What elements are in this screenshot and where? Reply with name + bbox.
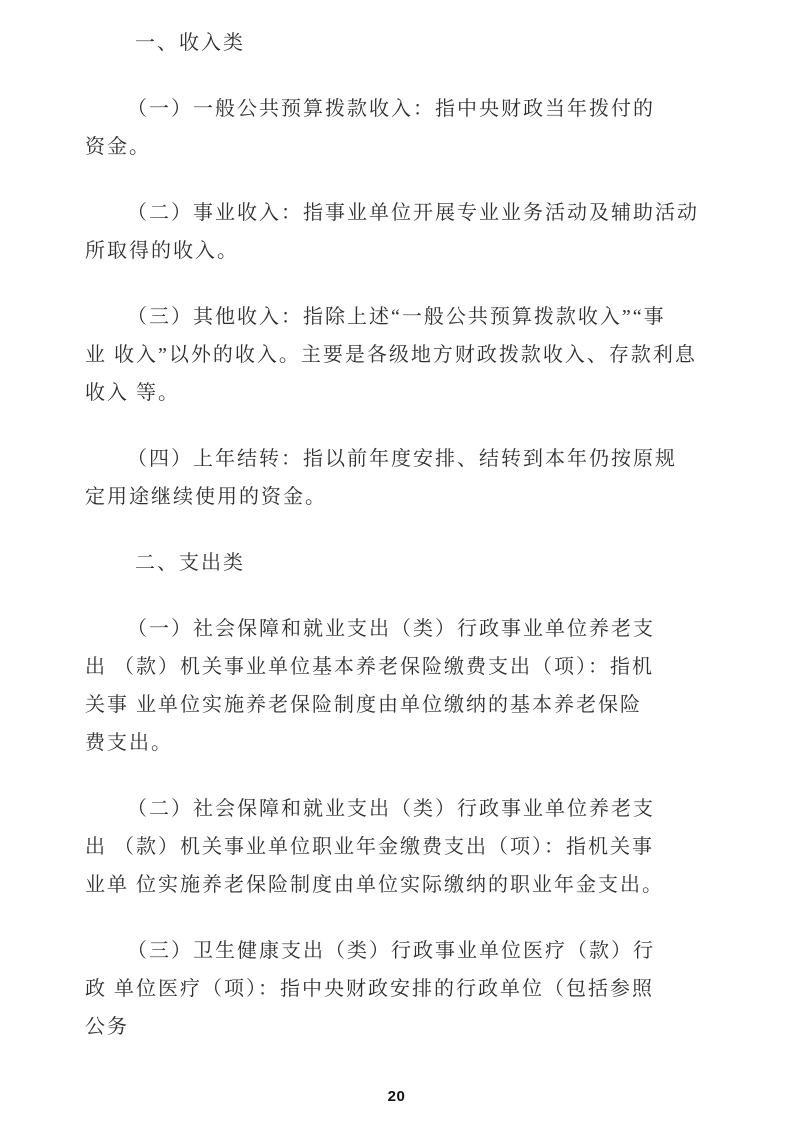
paragraph-expenditure-1	[85, 610, 708, 762]
paragraph-line: 收入 等。	[85, 382, 180, 404]
page-number: 20	[387, 1088, 406, 1105]
paragraph-expenditure-3	[85, 932, 708, 1046]
paragraph-income-2	[85, 194, 708, 270]
paragraph-line: （二）事业收入：指事业单位开展专业业务活动及辅助活动	[127, 202, 699, 224]
paragraph-line: （三）卫生健康支出（类）行政事业单位医疗（款）行	[127, 940, 655, 962]
paragraph-line: （四）上年结转：指以前年度安排、结转到本年仍按原规	[127, 448, 677, 470]
page-footer	[0, 1088, 793, 1106]
heading-text: 二、支出类	[135, 552, 245, 574]
paragraph-line: 政 单位医疗（项）：指中央财政安排的行政单位（包括参照	[85, 978, 654, 1000]
document-body	[85, 24, 708, 1046]
paragraph-line: 所取得的收入。	[85, 240, 239, 262]
section-heading-expenditure	[85, 544, 708, 582]
section-heading-income	[85, 24, 708, 62]
paragraph-line: 公务	[85, 1016, 129, 1038]
paragraph-line: 出 （款）机关事业单位职业年金缴费支出（项）：指机关事	[85, 836, 654, 858]
paragraph-income-1	[85, 90, 708, 166]
paragraph-expenditure-2	[85, 790, 708, 904]
paragraph-income-4	[85, 440, 708, 516]
paragraph-income-3	[85, 298, 708, 412]
heading-text: 一、收入类	[135, 32, 245, 54]
paragraph-line: 关事 业单位实施养老保险制度由单位缴纳的基本养老保险	[85, 694, 642, 716]
paragraph-line: （一）社会保障和就业支出（类）行政事业单位养老支	[127, 618, 655, 640]
paragraph-line: 资金。	[85, 136, 151, 158]
paragraph-line: 费支出。	[85, 732, 173, 754]
paragraph-line: （二）社会保障和就业支出（类）行政事业单位养老支	[127, 798, 655, 820]
paragraph-line: 出 （款）机关事业单位基本养老保险缴费支出（项）：指机	[85, 656, 654, 678]
paragraph-line: （一）一般公共预算拨款收入：指中央财政当年拨付的	[127, 98, 655, 120]
paragraph-line: 定用途继续使用的资金。	[85, 486, 327, 508]
paragraph-line: 业 收入”以外的收入。主要是各级地方财政拨款收入、存款利息	[85, 344, 697, 366]
paragraph-line: 业单 位实施养老保险制度由单位实际缴纳的职业年金支出。	[85, 874, 664, 896]
paragraph-line: （三）其他收入：指除上述“一般公共预算拨款收入”“事	[127, 306, 666, 328]
